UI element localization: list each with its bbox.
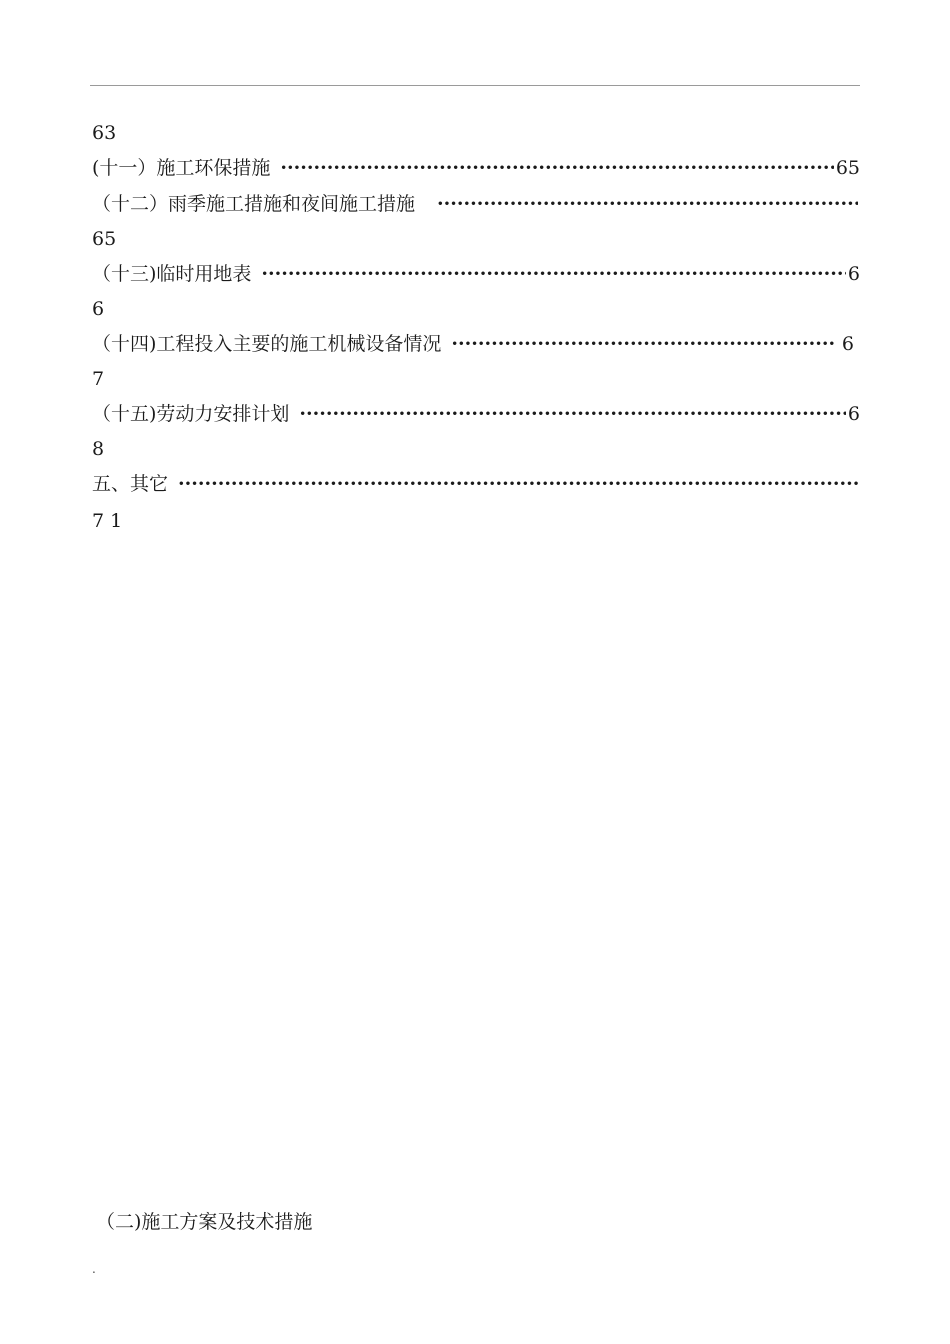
toc-continuation-text: 7 1 [92,510,123,532]
toc-continuation-text: 6 [92,298,105,320]
toc-page-continuation [92,434,860,464]
toc-entry[interactable] [92,153,860,183]
toc-entry[interactable] [92,469,860,499]
toc-continuation-text: 65 [92,228,117,250]
toc-entry-page: 65 [835,157,860,179]
toc-page-continuation [92,224,860,254]
toc-entry-page: 6 [847,263,860,285]
toc-continuation-text: 7 [92,368,105,390]
toc-entry-title: （十二）雨季施工措施和夜间施工措施 [92,193,416,215]
toc-entry-title: 五、其它 [92,473,169,495]
toc-entry[interactable] [92,259,860,289]
toc-page-continuation [92,364,860,394]
page-mark: . [92,1262,96,1276]
toc-page-continuation [92,118,860,148]
section-heading: （二)施工方案及技术措施 [96,1211,313,1233]
toc-dot-leader [451,329,833,359]
toc-entry-title: （十五)劳动力安排计划 [92,403,290,425]
toc-entry[interactable] [92,189,860,219]
toc-page-continuation [92,506,860,536]
toc-dot-leader [299,399,845,429]
toc-entry-title: （十四)工程投入主要的施工机械设备情况 [92,333,442,355]
toc-page-continuation [92,294,860,324]
toc-entry-title: (十一）施工环保措施 [92,157,271,179]
toc-entry-page: 6 [847,403,860,425]
toc-continuation-text: 63 [92,122,117,144]
toc-entry[interactable] [92,399,860,429]
toc-dot-leader [280,153,833,183]
toc-entry-title: （十三)临时用地表 [92,263,252,285]
toc-entry-page: 6 [841,333,854,355]
toc-continuation-text: 8 [92,438,105,460]
toc-dot-leader [178,469,858,499]
toc-dot-leader [437,189,858,219]
toc-dot-leader [261,259,845,289]
toc-entry[interactable] [92,329,860,359]
header-rule [90,85,860,86]
